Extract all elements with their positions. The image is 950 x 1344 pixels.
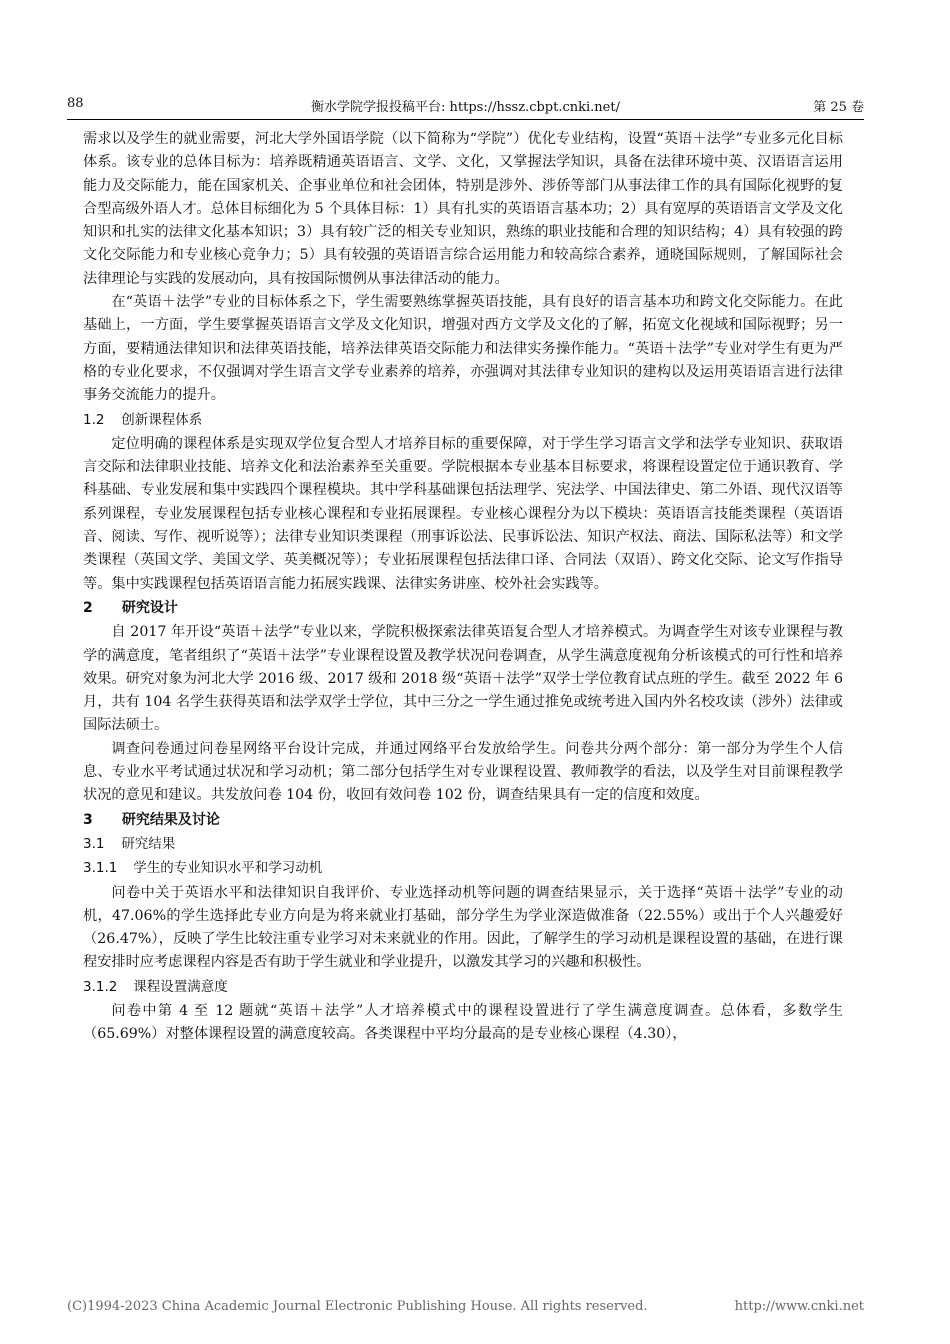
heading-3-1-2 — [83, 976, 843, 999]
heading-text: 研究设计 — [121, 599, 178, 616]
paragraph-1: 需求以及学生的就业需要，河北大学外国语学院（以下简称为“学院”）优化专业结构，设置“英语＋法学”专业多元化目标体系。该专业的总体目标为：培养既精通英语语言、文学、文化，又掌握法学知识，具备在法律环境中英、汉语语言运用能力及交际能力，能在国家机关、企事业单位和社会团体，特别是涉外、涉侨等部门从事法律工作的具有国际化视野的复合型高级外语人才。总体目标细化为 5 个具体目标：1）具有扎实的英语语言基本功；2）具有宽厚的英语语言文学及文化知识和扎实的法律文化基本知识；3）具有较广泛的相关专业知识，熟练的职业技能和合理的知识结构；4）具有较强的跨文化交际能力和专业核心竞争力；5）具有较强的英语语言综合运用能力和较高综合素养，通晓国际规则，了解国际社会法律理论与实践的发展动向，具有按国际惯例从事法律活动的能力。 — [83, 131, 843, 287]
heading-3-1-1 — [83, 857, 843, 880]
heading-number: 3 — [83, 811, 93, 828]
heading-2 — [83, 597, 843, 620]
volume-label: 第 25 卷 — [813, 100, 864, 115]
paragraph-7: 问卷中第 4 至 12 题就“英语＋法学”人才培养模式中的课程设置进行了学生满意度调查。总体看，多数学生（65.69%）对整体课程设置的满意度较高。各类课程中平均分最高的是专业核心课程（4.30）， — [83, 1002, 843, 1043]
footer-link[interactable]: http://www.cnki.net — [734, 1299, 864, 1314]
heading-number: 3.1.2 — [83, 978, 118, 995]
paragraph-6: 问卷中关于英语水平和法律知识自我评价、专业选择动机等问题的调查结果显示，关于选择“英语＋法学”专业的动机，47.06%的学生选择此专业方向是为将来就业打基础，部分学生为学业深造做准备（22.55%）或出于个人兴趣爱好（26.47%），反映了学生比较注重专业学习对未来就业的作用。因此，了解学生的学习动机是课程设置的基础，在进行课程安排时应考虑课程内容是否有助于学生就业和学业提升，以激发其学习的兴趣和积极性。 — [83, 884, 843, 971]
paragraph-5: 调查问卷通过问卷星网络平台设计完成，并通过网络平台发放给学生。问卷共分两个部分：第一部分为学生个人信息、专业水平考试通过状况和学习动机；第二部分包括学生对专业课程设置、教师教学的看法，以及学生对目前课程教学状况的意见和建议。共发放问卷 104 份，收回有效问卷 102 份，调查结果具有一定的信度和效度。 — [83, 740, 843, 804]
heading-text: 研究结果及讨论 — [121, 811, 220, 828]
running-header — [67, 96, 864, 118]
heading-text: 创新课程体系 — [121, 411, 203, 428]
heading-number: 1.2 — [83, 411, 105, 428]
heading-text: 研究结果 — [121, 835, 176, 852]
paragraph-3: 定位明确的课程体系是实现双学位复合型人才培养目标的重要保障，对于学生学习语言文学和法学专业知识、获取语言交际和法律职业技能、培养文化和法治素养至关重要。学院根据本专业基本目标要求，将课程设置定位于通识教育、学科基础、专业发展和集中实践四个课程模块。其中学科基础课包括法理学、宪法学、中国法律史、第二外语、现代汉语等系列课程，专业发展课程包括专业核心课程和专业拓展课程。专业核心课程分为以下模块：英语语言技能类课程（英语语音、阅读、写作、视听说等）；法律专业知识类课程（刑事诉讼法、民事诉讼法、知识产权法、商法、国际私法等）和文学类课程（英国文学、美国文学、英美概况等）；专业拓展课程包括法律口译、合同法（双语）、跨文化交际、论文写作指导等。集中实践课程包括英语语言能力拓展实践课、法律实务讲座、校外社会实践等。 — [83, 435, 843, 592]
article-body — [83, 128, 843, 1047]
heading-3-1 — [83, 833, 843, 856]
heading-number: 3.1 — [83, 835, 105, 852]
heading-number: 3.1.1 — [83, 860, 118, 877]
paragraph-4: 自 2017 年开设“英语＋法学”专业以来，学院积极探索法律英语复合型人才培养模式。为调查学生对该专业课程与教学的满意度，笔者组织了“英语＋法学”专业课程设置及教学状况问卷调查，从学生满意度视角分析该模式的可行性和培养效果。研究对象为河北大学 2016 级、2017 级和 2018 级“英语＋法学”双学士学位教育试点班的学生。截至 2022 年 6 月，共有 104 名学生获得英语和法学双学士学位，其中三分之一学生通过推免或统考进入国内外名校攻读（涉外）法律或国际法硕士。 — [83, 624, 843, 734]
paragraph-2: 在“英语＋法学”专业的目标体系之下，学生需要熟练掌握英语技能，具有良好的语言基本功和跨文化交际能力。在此基础上，一方面，学生要掌握英语语言文学及文化知识，增强对西方文学及文化的了解，拓宽文化视域和国际视野；另一方面，要精通法律知识和法律英语技能，培养法律英语交际能力和法律实务操作能力。“英语＋法学”专业对学生有更为严格的专业化要求，不仅强调对学生语言文学专业素养的培养，亦强调对其法律专业知识的建构以及运用英语语言进行法律事务交流能力的提升。 — [83, 294, 843, 404]
copyright-notice: (C)1994-2023 China Academic Journal Electronic Publishing House. All rights reserved. — [67, 1299, 648, 1314]
heading-3 — [83, 809, 843, 832]
heading-1-2 — [83, 409, 843, 432]
journal-title: 衡水学院学报投稿平台: https://hssz.cbpt.cnki.net/ — [311, 100, 620, 115]
heading-text: 课程设置满意度 — [133, 978, 228, 995]
header-rule — [67, 119, 864, 120]
heading-text: 学生的专业知识水平和学习动机 — [133, 860, 323, 877]
heading-number: 2 — [83, 599, 93, 616]
page-number: 88 — [67, 96, 84, 111]
